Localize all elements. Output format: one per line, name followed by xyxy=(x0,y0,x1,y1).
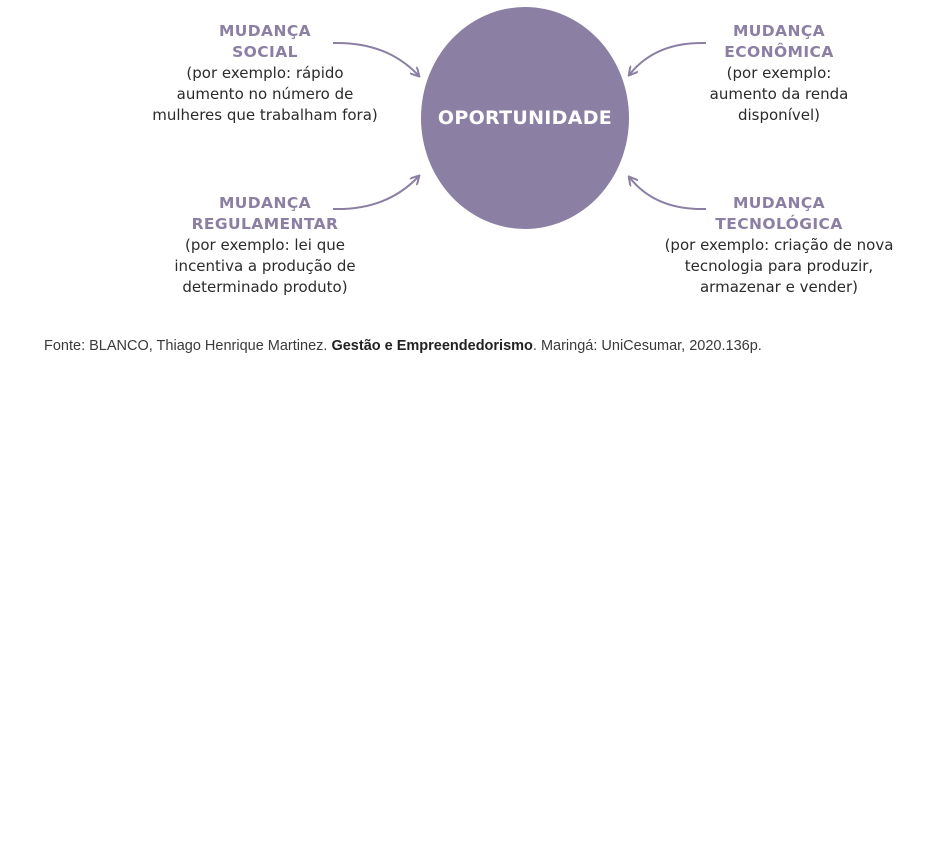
node-social-desc-2: aumento no número de xyxy=(176,85,354,103)
node-regulamentar-title-1: MUDANÇA xyxy=(218,194,312,212)
center-label: OPORTUNIDADE xyxy=(437,107,613,129)
node-regulamentar xyxy=(137,193,393,298)
node-regulamentar-desc-3: determinado produto) xyxy=(182,278,348,296)
node-regulamentar-desc-1: (por exemplo: lei que xyxy=(185,236,345,254)
node-social-desc-3: mulheres que trabalham fora) xyxy=(152,106,378,124)
opportunity-circle xyxy=(421,7,629,229)
node-tecnologica-desc-1: (por exemplo: criação de nova xyxy=(664,236,894,254)
node-tecnologica-title-1: MUDANÇA xyxy=(732,194,826,212)
opportunity-diagram xyxy=(0,0,928,320)
node-regulamentar-title-2: REGULAMENTAR xyxy=(191,215,339,233)
node-social-desc-1: (por exemplo: rápido xyxy=(186,64,344,82)
node-economica xyxy=(667,21,891,126)
node-social-title-2: SOCIAL xyxy=(232,43,298,61)
node-tecnologica-desc-3: armazenar e vender) xyxy=(699,278,858,296)
node-social-title-1: MUDANÇA xyxy=(218,22,312,40)
node-economica-desc-2: aumento da renda xyxy=(709,85,849,103)
caption-prefix: Fonte: BLANCO, Thiago Henrique Martinez. xyxy=(44,338,332,354)
node-tecnologica xyxy=(640,193,918,298)
node-social xyxy=(137,21,393,126)
node-economica-desc-3: disponível) xyxy=(737,106,820,124)
node-tecnologica-title-2: TECNOLÓGICA xyxy=(715,215,843,233)
caption-book-title: Gestão e Empreendedorismo xyxy=(331,338,533,354)
node-economica-title-2: ECONÔMICA xyxy=(724,43,834,61)
node-regulamentar-desc-2: incentiva a produção de xyxy=(174,257,356,275)
node-economica-title-1: MUDANÇA xyxy=(732,22,826,40)
node-tecnologica-desc-2: tecnologia para produzir, xyxy=(684,257,874,275)
node-economica-desc-1: (por exemplo: xyxy=(726,64,832,82)
source-caption xyxy=(44,338,914,354)
caption-suffix: . Maringá: UniCesumar, 2020.136p. xyxy=(532,338,762,354)
